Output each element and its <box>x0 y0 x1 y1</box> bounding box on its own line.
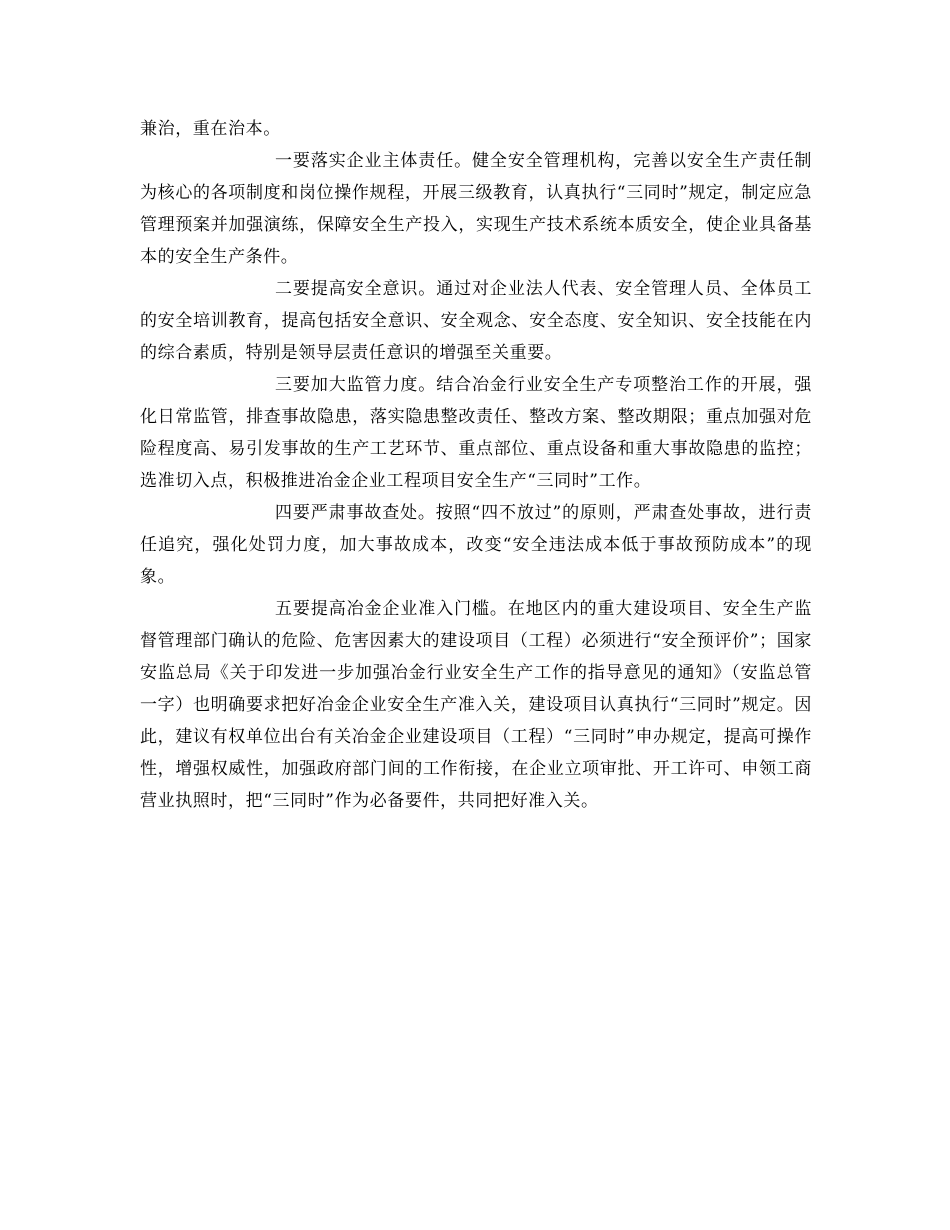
document-body <box>140 113 812 817</box>
paragraph-continuation: 兼治，重在治本。 <box>140 119 281 139</box>
paragraph-2-safety-awareness: 二要提高安全意识。通过对企业法人代表、安全管理人员、全体员工的安全培训教育，提高包括安全意识、安全观念、安全态度、安全知识、安全技能在内的综合素质，特别是领导层责任意识的增强至关重要。 <box>140 279 812 363</box>
paragraph-1-enterprise-responsibility: 一要落实企业主体责任。健全安全管理机构，完善以安全生产责任制为核心的各项制度和岗位操作规程，开展三级教育，认真执行“三同时”规定，制定应急管理预案并加强演练，保障安全生产投入，实现生产技术系统本质安全，使企业具备基本的安全生产条件。 <box>140 151 812 267</box>
paragraph-5-entry-threshold: 五要提高冶金企业准入门槛。在地区内的重大建设项目、安全生产监督管理部门确认的危险、危害因素大的建设项目（工程）必须进行“安全预评价”；国家安监总局《关于印发进一步加强冶金行业安全生产工作的指导意见的通知》（安监总管一字）也明确要求把好冶金企业安全生产准入关，建设项目认真执行“三同时”规定。因此，建议有权单位出台有关冶金企业建设项目（工程）“三同时”申办规定，提高可操作性，增强权威性，加强政府部门间的工作衔接，在企业立项审批、开工许可、申领工商营业执照时，把“三同时”作为必备要件，共同把好准入关。 <box>140 599 812 811</box>
paragraph-4-accident-handling: 四要严肃事故查处。按照“四不放过”的原则，严肃查处事故，进行责任追究，强化处罚力度，加大事故成本，改变“安全违法成本低于事故预防成本”的现象。 <box>140 503 812 587</box>
paragraph-3-supervision: 三要加大监管力度。结合冶金行业安全生产专项整治工作的开展，强化日常监管，排查事故隐患，落实隐患整改责任、整改方案、整改期限；重点加强对危险程度高、易引发事故的生产工艺环节、重点部位、重点设备和重大事故隐患的监控；选准切入点，积极推进冶金企业工程项目安全生产“三同时”工作。 <box>140 375 812 491</box>
